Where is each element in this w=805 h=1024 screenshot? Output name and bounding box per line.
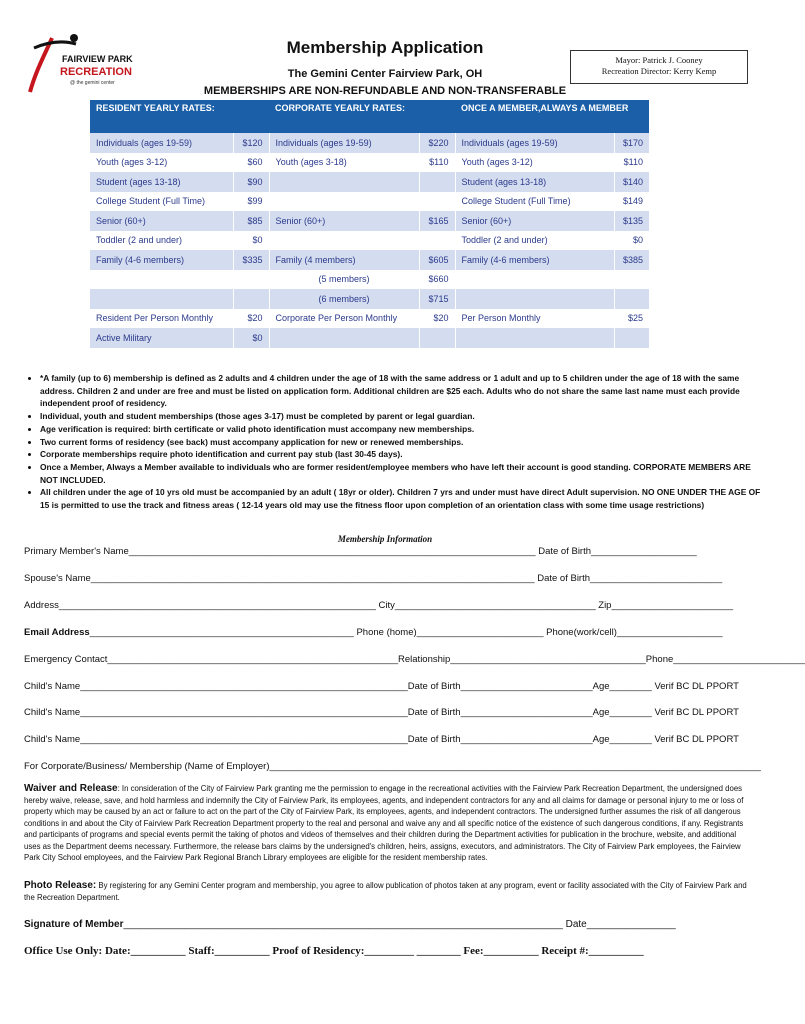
waiver-text: : In consideration of the City of Fairview Park granting me the permission to engage in the recreational activities with the Fairview Park Recreation Department, the undersigned does hereby waive, release, save, and hold harmless and indemnify the City of Fairview Park, its employees, agents, and independent contractors for any and all claims for damage or personal injury to me or loss of property which may be caused by an act or failure to act on the part of the City of Fairview Park, its employees, agents, and independent contractors. The undersigned further assumes the risk of all dangerous conditions in and about the City of Fairview Park Recreation Department property to the real and personal and waive any and all specific notice of the existence of such dangerous conditions, if any. Registrants and participants of programs and special events permit the taking of photos and videos of themselves and their children during the Department activities for publication in the brochure, website, and additional uses as the Department deems necessary. Furthermore, the release bars claims by the undersigned's children, heirs, assigns, executors, and administrators. The City of Fairview Park employees, the Fairview Park City School employees, and the Fairview Park Regional Branch Library employees are eligible for the resident membership rates.	[24, 784, 744, 862]
rate-label-cell: Toddler (2 and under)	[96, 235, 183, 246]
rate-amount-cell: $140	[614, 172, 649, 192]
rate-amount-cell: $0	[614, 231, 649, 251]
rates-header-row	[90, 100, 649, 133]
membership-info-title: Membership Information	[337, 534, 433, 544]
rate-label-cell: Family (4 members)	[269, 250, 419, 270]
rate-amount-cell: $165	[419, 211, 455, 231]
rate-label-cell: College Student (Full Time)	[455, 192, 614, 212]
officials-box	[570, 50, 748, 84]
rate-amount-cell	[419, 231, 455, 251]
rate-label-cell: Individuals (ages 19-59)	[90, 133, 233, 153]
spouse-name-field[interactable]: Spouse's Name____________________________________________________________________________________ Date of Birth_________________________	[24, 573, 723, 584]
signature-line[interactable]	[24, 919, 676, 930]
rate-label-cell	[269, 172, 419, 192]
rate-label-cell: Resident Per Person Monthly	[96, 313, 214, 324]
rate-amount-cell	[233, 289, 269, 309]
rule-item: • Individual, youth and student memberships (those ages 3-17) must be completed by parent or legal guardian.	[40, 410, 764, 423]
rates-header-cell: RESIDENT YEARLY RATES:	[90, 100, 269, 133]
rate-amount-cell	[614, 328, 649, 348]
rate-amount-cell: $220	[419, 133, 455, 153]
rate-amount-cell: $99	[233, 192, 269, 212]
rate-amount-cell: $85	[233, 211, 269, 231]
rate-label-cell: Student (ages 13-18)	[90, 172, 233, 192]
rate-amount-cell	[614, 270, 649, 290]
rate-label-cell: Senior (60+)	[455, 211, 614, 231]
rates-row	[90, 172, 649, 192]
rate-label-cell: College Student (Full Time)	[96, 196, 206, 207]
address-field[interactable]: Address____________________________________________________________ City______________________________________ Zip_______________________	[24, 600, 733, 611]
rate-amount-cell: $135	[614, 211, 649, 231]
mayor-text: Mayor: Patrick J. Cooney	[615, 55, 703, 65]
primary-member-name-field[interactable]: Primary Member's Name_____________________________________________________________________________ Date of Birth____________________	[24, 546, 697, 557]
employer-name-field[interactable]: For Corporate/Business/ Membership (Name of Employer)_____________________________________________________________________________________________	[24, 761, 761, 772]
email-blank[interactable]: __________________________________________________	[89, 627, 357, 638]
rate-amount-cell: $25	[614, 309, 649, 329]
rate-label-cell: Active Military	[90, 328, 233, 348]
page-title: Membership Application	[286, 38, 484, 57]
child-1-field[interactable]: Child's Name______________________________________________________________Date of Birth_________________________Age________ Verif BC DL PPORT	[24, 681, 739, 692]
rate-label-cell	[90, 270, 233, 290]
phone-fields[interactable]: Phone (home)________________________ Phone(work/cell)____________________	[356, 627, 723, 638]
rate-amount-cell: $90	[233, 172, 269, 192]
rate-amount-cell	[419, 172, 455, 192]
rate-label-cell: Per Person Monthly	[455, 309, 614, 329]
rate-amount-cell: $20	[233, 309, 269, 329]
rate-label-cell: Youth (ages 3-12)	[96, 157, 168, 168]
rate-label-cell	[455, 289, 614, 309]
rates-row	[90, 153, 649, 173]
rates-row	[90, 133, 649, 153]
rate-amount-cell: $170	[614, 133, 649, 153]
rate-label-cell: Family (4-6 members)	[455, 250, 614, 270]
rates-row	[90, 289, 649, 309]
rates-header-cell: ONCE A MEMBER,ALWAYS A MEMBER	[455, 100, 649, 133]
rate-label-cell	[269, 328, 419, 348]
child-3-field[interactable]: Child's Name______________________________________________________________Date of Birth_________________________Age________ Verif BC DL PPORT	[24, 734, 739, 745]
rate-label-cell: Corporate Per Person Monthly	[269, 309, 419, 329]
rate-label-cell	[269, 192, 419, 212]
rate-amount-cell	[419, 192, 455, 212]
director-text: Recreation Director: Kerry Kemp	[601, 66, 717, 76]
rate-label-cell	[455, 270, 614, 290]
rate-label-cell	[90, 289, 233, 309]
rule-item: • Two current forms of residency (see back) must accompany application for new or renewed memberships.	[40, 436, 764, 449]
email-label: Email Address	[24, 627, 90, 638]
refund-notice: MEMBERSHIPS ARE NON-REFUNDABLE AND NON-TRANSFERABLE	[203, 85, 567, 97]
emergency-contact-field[interactable]: Emergency Contact_______________________________________________________Relationship_____________________________________Phone_________________________	[24, 654, 805, 665]
rate-amount-cell: $335	[233, 250, 269, 270]
rates-header-cell: CORPORATE YEARLY RATES:	[269, 100, 455, 133]
svg-text:@ the gemini center: @ the gemini center	[70, 80, 115, 86]
header	[200, 38, 570, 97]
photo-release-text: By registering for any Gemini Center program and membership, you agree to allow publication of photos taken at any program, event or facility associated with the City of Fairview Park and the Recreation Department.	[24, 881, 747, 902]
rates-row	[90, 309, 649, 329]
rate-amount-cell: $120	[233, 133, 269, 153]
waiver-paragraph	[24, 783, 748, 864]
rate-label-cell: Senior (60+)	[269, 211, 419, 231]
rates-row	[90, 211, 649, 231]
page-subtitle: The Gemini Center Fairview Park, OH	[287, 68, 483, 80]
rate-label-cell: Youth (ages 3-18)	[269, 153, 419, 173]
rate-amount-cell: $660	[419, 270, 455, 290]
rule-item: • Once a Member, Always a Member available to individuals who are former resident/employee members who have left their account is good standing. CORPORATE MEMBERS ARE NOT INCLUDED.	[40, 461, 764, 486]
rates-row	[90, 192, 649, 212]
rate-amount-cell	[614, 289, 649, 309]
email-phone-field[interactable]	[24, 627, 723, 638]
rate-amount-cell: $149	[614, 192, 649, 212]
photo-release-label: Photo Release:	[24, 880, 97, 891]
rate-amount-cell: $0	[233, 328, 269, 348]
rates-table	[90, 100, 649, 348]
rate-label-cell: Student (ages 13-18)	[455, 172, 614, 192]
rate-label-cell: Individuals (ages 19-59)	[269, 133, 419, 153]
rate-label-cell: Family (4-6 members)	[90, 250, 233, 270]
rate-label-cell: Toddler (2 and under)	[455, 231, 614, 251]
rate-label-cell: (6 members)	[269, 289, 419, 309]
rate-amount-cell	[419, 328, 455, 348]
rate-label-cell: Youth (ages 3-12)	[455, 153, 614, 173]
rule-item: • Age verification is required: birth certificate or valid photo identification must accompany new memberships.	[40, 423, 764, 436]
rates-row	[90, 231, 649, 251]
rate-amount-cell: $0	[233, 231, 269, 251]
photo-release-paragraph	[24, 880, 748, 903]
rate-label-cell: Senior (60+)	[90, 211, 233, 231]
membership-rules-list	[24, 372, 764, 512]
rate-label-cell	[455, 328, 614, 348]
rule-item: • Corporate memberships require photo identification and current pay stub (last 30-45 days).	[40, 448, 764, 461]
rate-amount-cell: $110	[614, 153, 649, 173]
rate-amount-cell: $20	[419, 309, 455, 329]
svg-text:FAIRVIEW PARK: FAIRVIEW PARK	[62, 54, 133, 64]
rate-label-cell	[269, 231, 419, 251]
office-use-line	[24, 945, 644, 957]
svg-text:RECREATION: RECREATION	[60, 66, 132, 78]
rates-row	[90, 328, 649, 348]
fairview-park-recreation-logo	[22, 30, 133, 100]
child-2-field[interactable]: Child's Name______________________________________________________________Date of Birth_________________________Age________ Verif BC DL PPORT	[24, 707, 739, 718]
signature-date-blanks[interactable]: _______________________________________________________________________________ Date________________	[123, 919, 676, 930]
rate-amount-cell	[233, 270, 269, 290]
rate-amount-cell: $385	[614, 250, 649, 270]
office-use-text: Office Use Only: Date:__________ Staff:__________ Proof of Residency:_________ ________ Fee:__________ Receipt #:__________	[24, 945, 644, 957]
rate-amount-cell: $605	[419, 250, 455, 270]
rate-amount-cell: $715	[419, 289, 455, 309]
rule-item: • All children under the age of 10 yrs old must be accompanied by an adult ( 18yr or older). Children 7 yrs and under must have direct Adult supervision. NO ONE UNDER THE AGE OF 15 is permitted to use the track and fitness areas ( 12-14 years old may use the fitness floor upon completion of an orientation class with some time usage restrictions)	[40, 486, 764, 511]
signature-label: Signature of Member	[24, 919, 124, 930]
rule-item: • *A family (up to 6) membership is defined as 2 adults and 4 children under the age of 18 with the same address or 1 adult and up to 5 children under the age of 18 with the same address. Children 2 and under are free and must be listed on application form. Additional children are $25 each. Adults who do not share the same last name must each provide independent proof of residency.	[40, 372, 764, 410]
rates-row	[90, 250, 649, 270]
rate-label-cell: Individuals (ages 19-59)	[455, 133, 614, 153]
rates-row	[90, 270, 649, 290]
rate-label-cell: (5 members)	[269, 270, 419, 290]
rate-amount-cell: $60	[233, 153, 269, 173]
rate-amount-cell: $110	[419, 153, 455, 173]
waiver-label: Waiver and Release	[24, 783, 118, 794]
